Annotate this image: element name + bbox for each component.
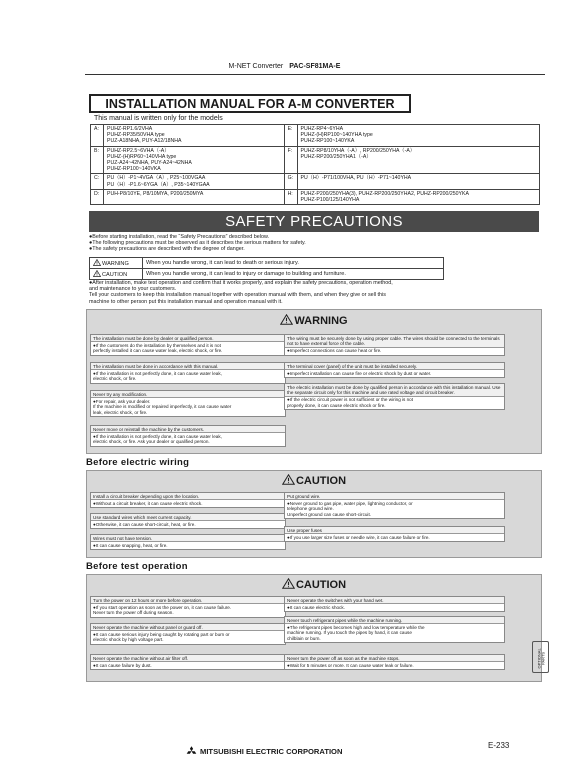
model-line: PUZ-A24~42NHA, PUY-A24~42NHA (106, 160, 192, 167)
precaution-heading: Use standard wires which meet current capacity. (91, 514, 285, 521)
precaution-line: ●Imperfect connections can cause heat or fire. (287, 348, 382, 354)
precaution-heading: The installation must be done in accordance with this manual. (91, 363, 285, 370)
precaution-body (285, 370, 504, 377)
precaution-body (91, 500, 285, 507)
precaution-heading: Never operate the switches with your hand wet. (285, 597, 504, 604)
warning-panel-title (87, 314, 541, 327)
precaution-heading: Never try any modification. (91, 391, 285, 398)
model-key: F: (284, 146, 297, 174)
precaution-heading: Turn the power on 12 hours or more before operation. (91, 597, 285, 604)
model-line: PU（H）-P1~4VGA（A）, P25~100VGAA (106, 175, 206, 182)
precaution-card (284, 492, 505, 519)
precaution-line: ●Without a circuit breaker, it can cause electric shock. (93, 500, 203, 506)
caution-triangle-icon (282, 474, 295, 485)
warning-triangle-icon (280, 314, 293, 325)
legend-row-caution (90, 269, 444, 280)
intro-line: ●The safety precautions are described with the degree of danger. (89, 246, 245, 253)
model-line: PUHZ-(H)RP60~140VHA type (106, 153, 177, 160)
optional-parts-tab[interactable] (532, 641, 549, 673)
precaution-body (91, 398, 285, 416)
caution-panel-title (87, 578, 541, 591)
precaution-heading: The terminal cover (panel) of the unit must be installed securely. (285, 363, 504, 370)
model-row (91, 189, 540, 204)
precaution-card (90, 654, 286, 670)
precaution-line: electric shock, or fire. Ask your dealer or qualified person. (93, 439, 210, 445)
warning-panel (86, 309, 542, 454)
model-list (297, 189, 539, 204)
precaution-line: telephone ground wire. (287, 506, 334, 512)
precaution-line: perfectly installed it can cause water leak, electric shock, or fire. (93, 348, 223, 354)
precaution-heading: The installation must be done by dealer or qualified person. (91, 335, 285, 342)
precaution-heading: Wires must not have tension. (91, 535, 285, 542)
precaution-line: ●It can cause serious injury being caught by rotating part or burn or (93, 631, 230, 637)
caution-panel-test (86, 574, 542, 682)
precaution-body (91, 433, 285, 445)
precaution-body (285, 662, 504, 669)
precaution-heading: Never operate the machine without panel or guard off. (91, 624, 285, 631)
model-line: PUHZ-RP100~140YKA (300, 138, 355, 145)
precaution-heading: Install a circuit breaker depending upon the location. (91, 493, 285, 500)
precaution-card (90, 390, 286, 417)
legend-text: When you handle wrong, it can lead to injury or damage to building and furniture. (143, 269, 444, 280)
precaution-line: ●If you use larger size fuses or needle wire, it can cause failure or fire. (287, 534, 430, 540)
precaution-heading: Never operate the machine without air filter off. (91, 655, 285, 662)
model-line: PU（H）-P1.6~6YGA（A）, P35~140YGAA (106, 181, 210, 188)
model-list (103, 189, 284, 204)
page-header (0, 63, 569, 70)
header-model: PAC-SF81MA-E (289, 63, 341, 70)
footer-logo (186, 746, 342, 756)
intro-line: ●Before starting installation, read the “Safety Precautions” described below. (89, 234, 270, 240)
precaution-line: properly done, it can cause electric shock or fire. (287, 402, 386, 408)
precaution-card (90, 596, 286, 618)
safety-banner: SAFETY PRECAUTIONS (89, 211, 539, 232)
precaution-line: electric shock, or fire. (93, 376, 137, 382)
precaution-heading: Never move or reinstall the machine by the customers. (91, 426, 285, 433)
manual-title-box (89, 94, 411, 113)
precaution-line: ●It can cause snapping, heat, or fire. (93, 542, 168, 548)
caution-triangle-icon (282, 578, 295, 589)
page-number: E-233 (488, 741, 510, 750)
precaution-line: ●Wait for 5 minutes or more. It can cause water leak or failure. (287, 662, 414, 668)
legend-text: When you handle wrong, it can lead to death or serious injury. (143, 258, 444, 269)
precaution-body (285, 397, 504, 409)
precaution-line: ●If the installation is not perfectly done, it can cause water leak, (93, 370, 222, 376)
manual-title: INSTALLATION MANUAL FOR A-M CONVERTER (105, 96, 395, 111)
model-line: PUHZ-P200/250YHA(3), PUHZ-RP200/250YHA2, PUHZ-RP200/250YKA (300, 190, 469, 197)
precaution-body (91, 604, 285, 616)
model-line: PUHZ-RP8/10YHA（-A）, RP200/250YHA（-A） (300, 147, 415, 154)
precaution-body (285, 348, 504, 355)
precaution-body (285, 604, 504, 611)
model-list (103, 146, 284, 174)
precaution-card (284, 616, 505, 643)
precaution-heading: Use proper fuses (285, 527, 504, 534)
precaution-line: ●The refrigerant pipes becomes high and low temperature while the (287, 624, 425, 630)
precaution-card (90, 425, 286, 447)
precaution-line: ●Imperfect installation can cause fire or electric shock by dust or water. (287, 370, 432, 376)
mitsubishi-logo-icon (186, 746, 197, 756)
header-product: M-NET Converter (228, 63, 284, 70)
precaution-line: ●Never ground to gas pipe, water pipe, lightning conductor, or (287, 500, 413, 506)
precaution-body (91, 631, 285, 643)
model-row (91, 146, 540, 174)
precaution-line: Never turn the power off during season. (93, 610, 174, 616)
model-row (91, 125, 540, 147)
after-line: and maintenance to your customers. (89, 286, 177, 293)
model-key: G: (284, 174, 297, 189)
model-line: PUHZ-RP2.5~6VHA（-A） (106, 147, 170, 154)
model-line: PU（H）-P71/100VHA, PU（H）-P71~140YHA (300, 175, 412, 182)
precaution-body (91, 342, 285, 354)
model-list (297, 174, 539, 189)
caution-triangle-icon (93, 270, 101, 277)
precaution-card (90, 534, 286, 550)
model-list (297, 146, 539, 174)
model-key: H: (284, 189, 297, 204)
precaution-heading: Never touch refrigerant pipes while the machine running. (285, 617, 504, 624)
warning-title-text: WARNING (294, 315, 348, 327)
model-line: PUZ-A18NHA, PUY-A12/18NHA (106, 138, 182, 145)
precaution-card (90, 492, 286, 508)
precaution-line: leak, electric shock, or fire. (93, 409, 148, 415)
precaution-body (285, 534, 504, 541)
legend-label: CAUTION (102, 272, 128, 278)
model-line: PUHZ-RP4~6YHA (300, 126, 344, 132)
precaution-body (91, 542, 285, 549)
precaution-line: ●Otherwise, it can cause short-circuit, heat, or fire. (93, 521, 196, 527)
model-key: D: (91, 189, 104, 204)
model-key: C: (91, 174, 104, 189)
precaution-body (91, 370, 285, 382)
precaution-line: ●It can cause electric shock. (287, 604, 345, 610)
model-line: PUHZ-P100/125/140YHA (300, 197, 360, 204)
precaution-line: ●For repair, ask your dealer. (93, 398, 151, 404)
precaution-line: ●If the installation is not perfectly done, it can cause water leak, (93, 433, 222, 439)
precaution-card (284, 383, 505, 410)
model-list (103, 174, 284, 189)
precaution-card (284, 654, 505, 670)
precaution-line: chilblain or burn. (287, 635, 321, 641)
section-heading-before-wiring: Before electric wiring (86, 457, 190, 468)
precaution-line: machine running. If you touch the pipes by hand, it can cause (287, 630, 412, 636)
section-heading-before-test: Before test operation (86, 561, 188, 572)
model-line: PUHZ-RP35/50VHA type (106, 132, 165, 139)
precaution-body (91, 521, 285, 528)
danger-legend (89, 257, 444, 280)
tab-label: OPTIONAL PARTS (536, 648, 546, 669)
caution-panel-wiring (86, 470, 542, 558)
precaution-card (284, 362, 505, 378)
precaution-line: ●If you start operation as soon as the power on, it can cause failure. (93, 604, 232, 610)
precaution-body (285, 500, 504, 518)
model-key: B: (91, 146, 104, 174)
precaution-line: If the machine is modified or repaired imperfectly, it can cause water (93, 404, 232, 410)
header-rule (85, 74, 545, 75)
precaution-body (91, 662, 285, 669)
model-line: PUHZ-RP1.6/2VHA (106, 126, 153, 132)
after-line: Tell your customers to keep this installation manual together with operation manual with them, and when they give or sell this (89, 292, 386, 299)
precaution-card (90, 362, 286, 384)
legend-label: WARNING (102, 261, 129, 267)
precaution-card (90, 623, 286, 645)
precaution-line: ●If the electric circuit power is not sufficient or the wiring is not (287, 397, 414, 403)
precaution-heading: The electric installation must be done by qualified person in accordance with this installation manual. Use the separate circuit only for this machine and use rated voltage and circuit breaker. (285, 384, 504, 397)
intro-line: ●The following precautions must be observed as it describes the serious matters for safety. (89, 240, 306, 247)
model-line: PUHZ-RP100~140VKA (106, 166, 161, 173)
model-key: E: (284, 125, 297, 147)
precaution-card (284, 526, 505, 542)
precaution-card (90, 334, 286, 356)
model-list (297, 125, 539, 147)
model-line: PUHZ-RP200/250YHA1（-A） (300, 153, 372, 160)
legend-row-warning (90, 258, 444, 269)
precaution-heading: Put ground wire. (285, 493, 504, 500)
company-name: MITSUBISHI ELECTRIC CORPORATION (200, 746, 343, 756)
after-installation-note (89, 280, 544, 305)
precaution-line: ●It can cause failure by dust. (93, 662, 152, 668)
precaution-line: ●If the customers do the installation by themselves and it is not (93, 342, 221, 348)
caution-panel-title (87, 474, 541, 487)
precaution-line: Unperfect ground can cause short-circuit. (287, 511, 372, 517)
warning-triangle-icon (93, 259, 101, 266)
precaution-heading: Never turn the power off as soon as the machine stops. (285, 655, 504, 662)
precaution-body (285, 624, 504, 642)
precaution-card (90, 513, 286, 529)
model-list (103, 125, 284, 147)
caution-title-text: CAUTION (295, 579, 347, 591)
model-line: PUH-P8/10YE, P8/10MYA, P200/250MYA (106, 190, 204, 197)
model-line: PUHZ-(H)RP100~140YHA type (300, 132, 373, 139)
model-row (91, 174, 540, 189)
models-subtitle: This manual is written only for the models (94, 115, 223, 122)
precaution-card (284, 596, 505, 612)
after-line: ●After installation, make test operation and confirm that it works properly, and explain the safety precautions, operation method, (89, 280, 393, 286)
safety-intro (89, 234, 541, 253)
after-line: machine to other person put this installation manual and operation manual with it. (89, 298, 283, 305)
model-key: A: (91, 125, 104, 147)
precaution-line: electric shock by high voltage part. (93, 637, 164, 643)
caution-title-text: CAUTION (295, 475, 347, 487)
precaution-heading: The wiring must be securely done by using proper cable. The wires should be connected to the terminals not to have external force of the cable. (285, 335, 504, 348)
models-table (90, 124, 540, 205)
precaution-card (284, 334, 505, 356)
